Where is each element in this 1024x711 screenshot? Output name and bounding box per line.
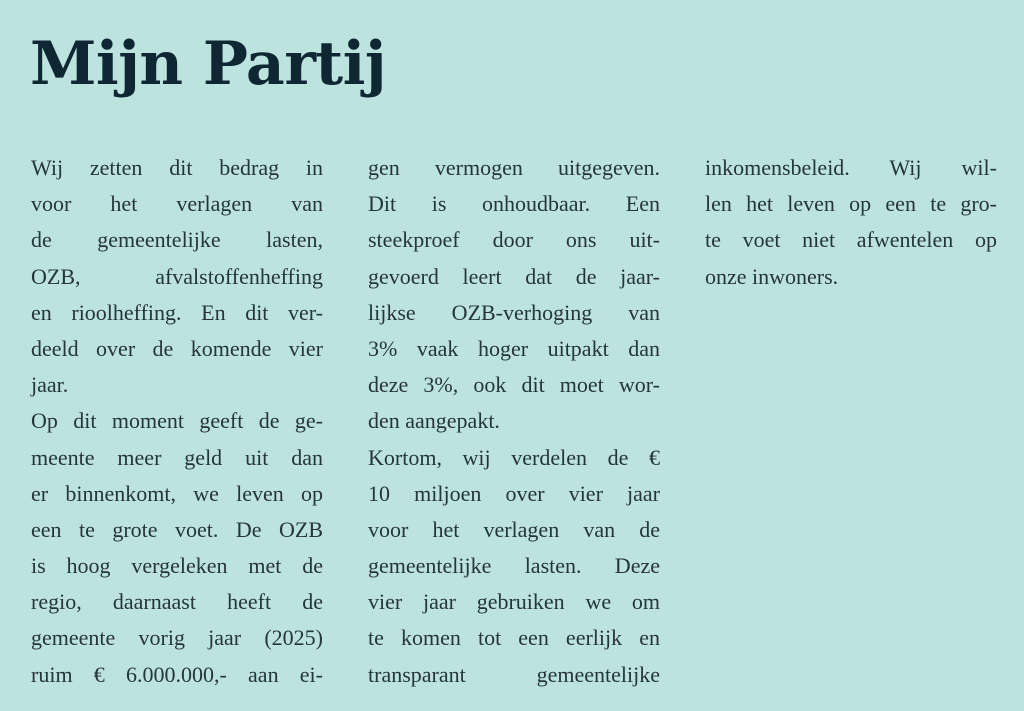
text-column-2 [368, 150, 660, 693]
text-line: voor het verlagen van [31, 191, 323, 217]
text-line: deze 3%, ook dit moet wor- [368, 372, 660, 398]
text-line: Dit is onhoudbaar. Een [368, 191, 660, 217]
text-line: er binnenkomt, we leven op [31, 480, 323, 506]
text-line: de gemeentelijke lasten, [31, 227, 323, 253]
text-line: meente meer geld uit dan [31, 444, 323, 470]
text-line: lijkse OZB-verhoging van [368, 299, 660, 325]
text-line: transparant gemeentelijke [368, 661, 660, 687]
text-line: ruim € 6.000.000,- aan ei- [31, 661, 323, 687]
text-line: 10 miljoen over vier jaar [368, 480, 660, 506]
text-line: den aangepakt. [368, 408, 500, 434]
text-line: gemeentelijke lasten. Deze [368, 553, 660, 579]
text-line: OZB, afvalstoffenheffing [31, 263, 323, 289]
text-line: regio, daarnaast heeft de [31, 589, 323, 615]
text-line: Kortom, wij verdelen de € [368, 444, 660, 470]
text-line: steekproef door ons uit- [368, 227, 660, 253]
text-line: een te grote voet. De OZB [31, 516, 323, 542]
text-line: voor het verlagen van de [368, 516, 660, 542]
text-line: gen vermogen uitgegeven. [368, 155, 660, 180]
text-line: onze inwoners. [705, 263, 839, 289]
text-line: deeld over de komende vier [31, 335, 323, 361]
text-line: len het leven op een te gro- [705, 191, 997, 217]
text-line: 3% vaak hoger uitpakt dan [368, 335, 660, 361]
text-line: gevoerd leert dat de jaar- [368, 263, 660, 289]
text-column-3 [705, 150, 997, 295]
text-line: en rioolheffing. En dit ver- [31, 299, 323, 325]
text-line: inkomensbeleid. Wij wil- [705, 155, 997, 180]
text-line: jaar. [31, 372, 69, 398]
text-column-1 [31, 150, 323, 693]
text-line: vier jaar gebruiken we om [368, 589, 660, 615]
text-line: Wij zetten dit bedrag in [31, 155, 323, 180]
text-line: gemeente vorig jaar (2025) [31, 625, 323, 651]
text-line: te komen tot een eerlijk en [368, 625, 660, 651]
text-line: te voet niet afwentelen op [705, 227, 997, 253]
text-line: is hoog vergeleken met de [31, 553, 323, 579]
article-title: Mijn Partij [30, 29, 387, 99]
text-line: Op dit moment geeft de ge- [31, 408, 323, 434]
